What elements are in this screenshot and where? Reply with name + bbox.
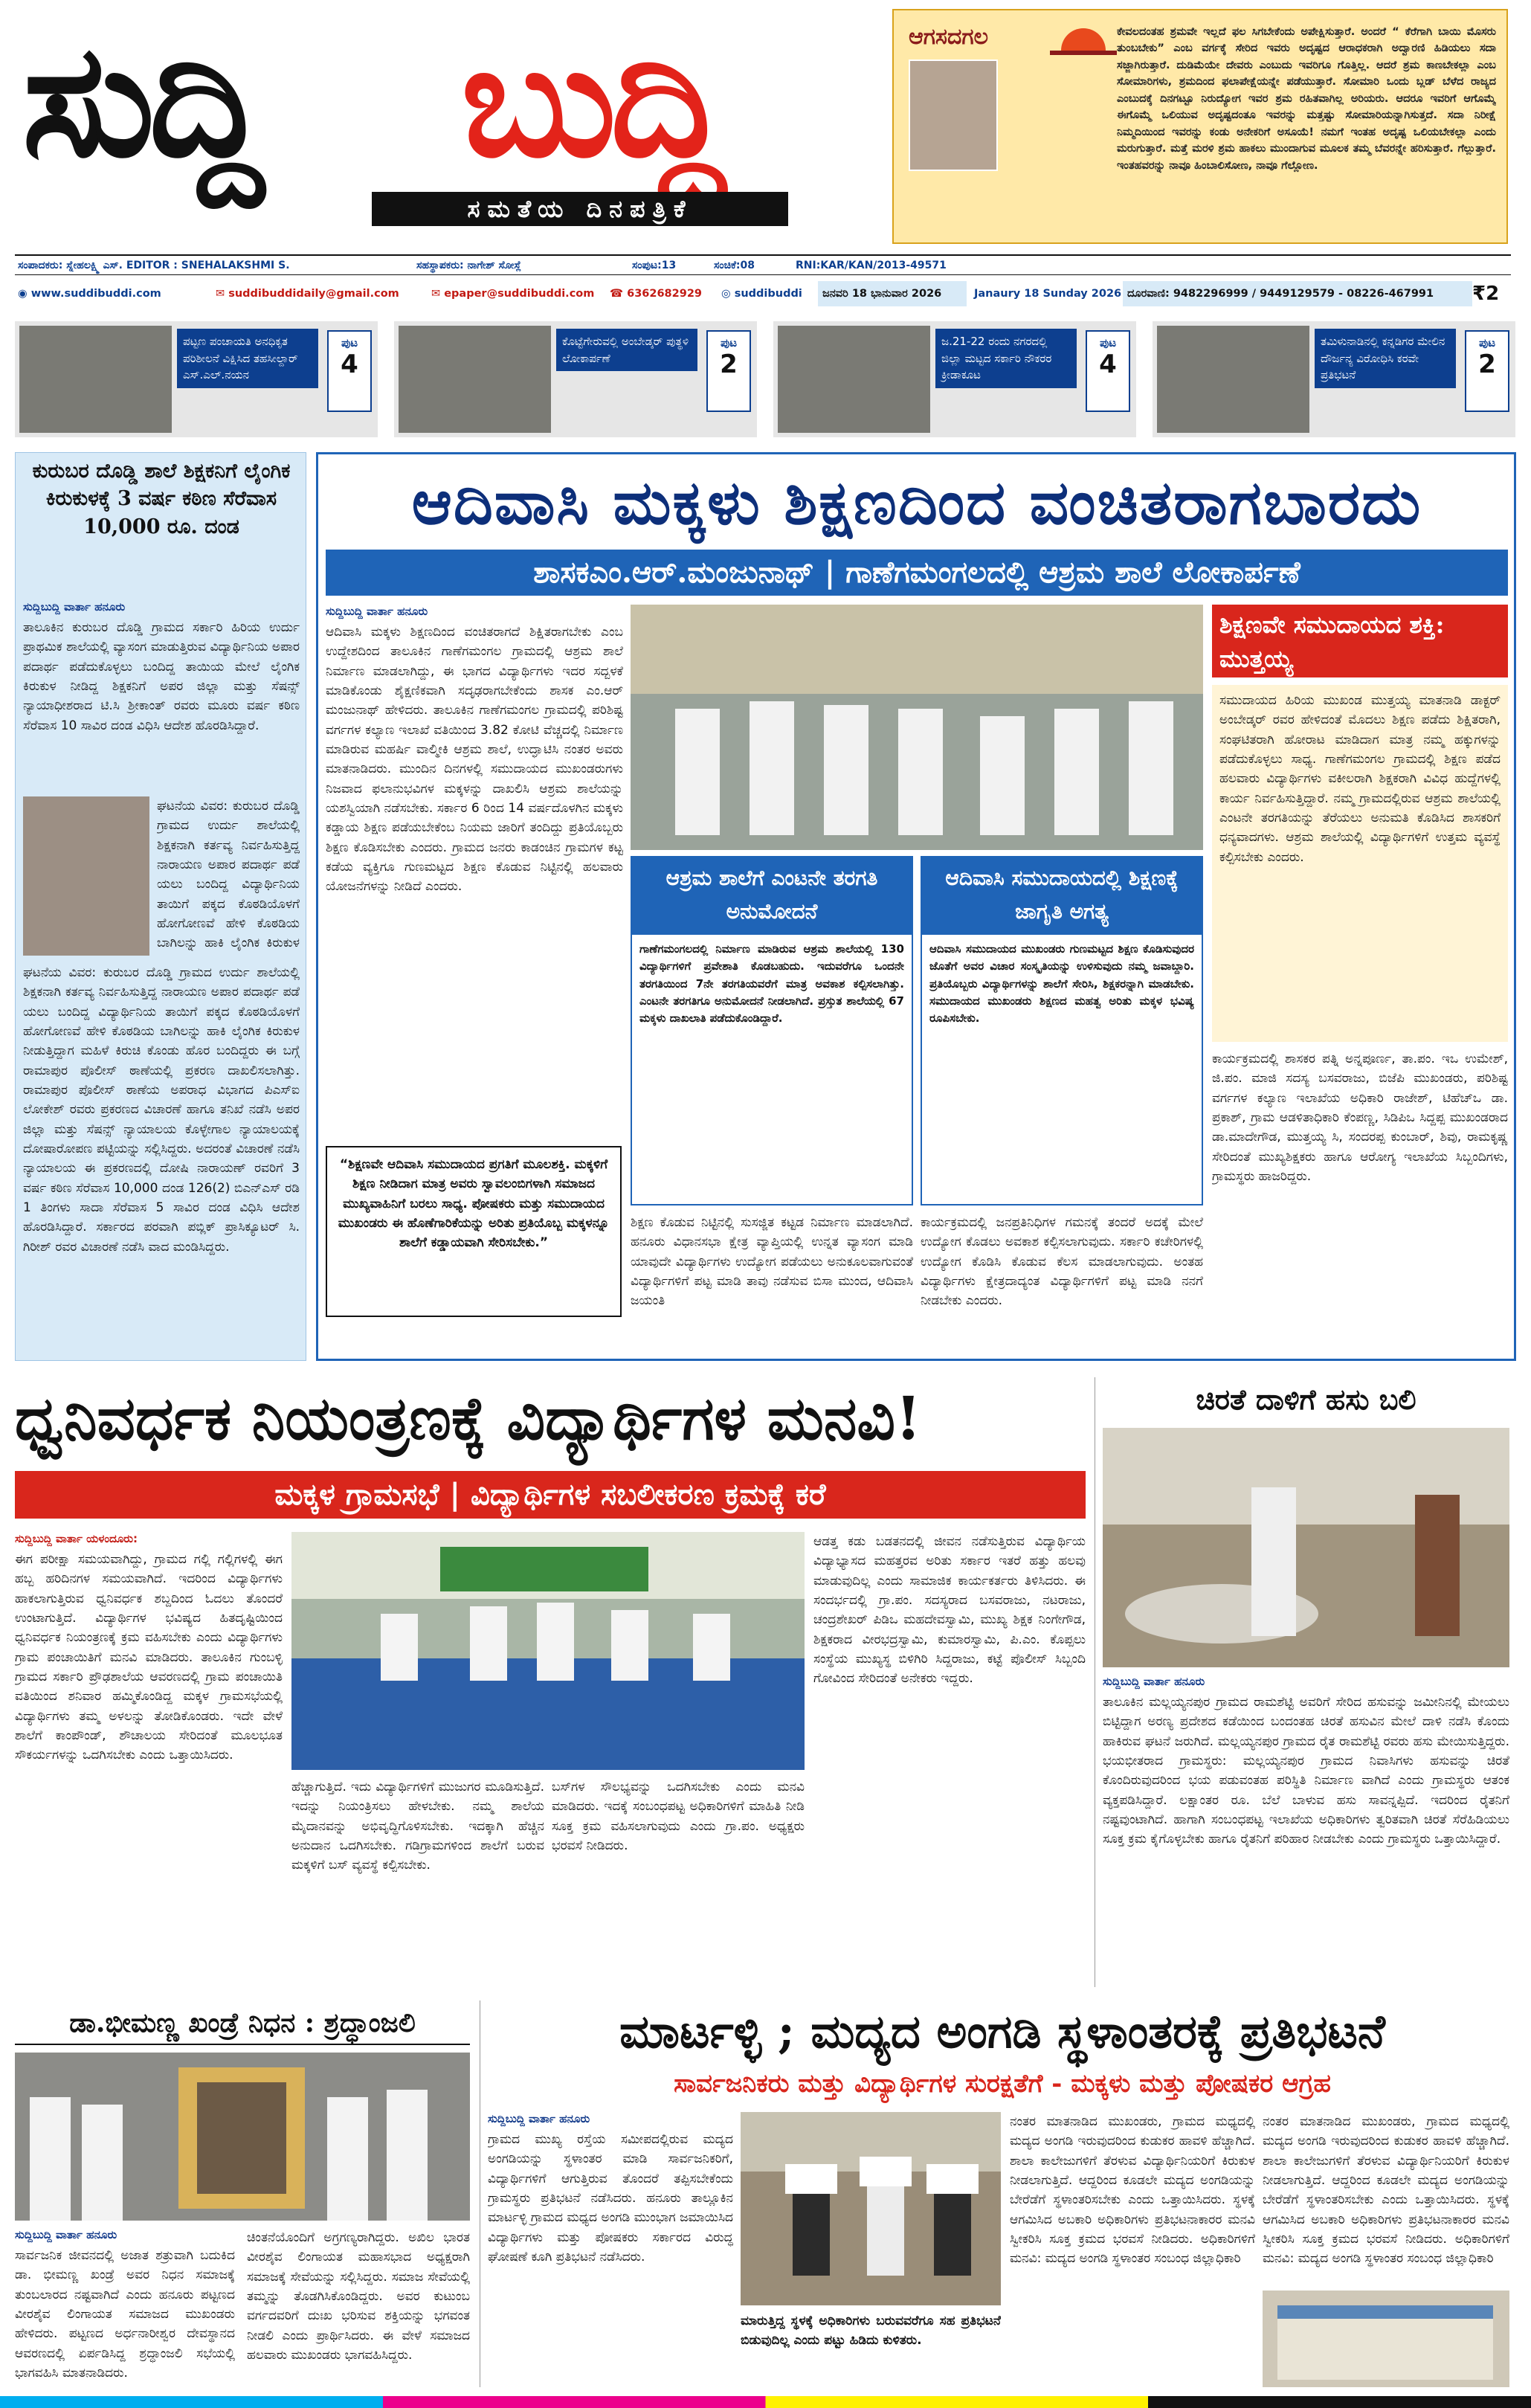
story2-subhead: ಮಕ್ಕಳ ಗ್ರಾಮಸಭೆ | ವಿದ್ಯಾರ್ಥಿಗಳ ಸಬಲೀಕರಣ ಕ್ರಮಕ್ಕೆ ಕರೆ	[15, 1471, 1086, 1519]
story1-headline: ಕುರುಬರ ದೊಡ್ಡಿ ಶಾಲೆ ಶಿಕ್ಷಕನಿಗೆ ಲೈಂಗಿಕ ಕಿರುಕುಳಕ್ಕೆ 3 ವರ್ಷ ಕಠಿಣ ಸೆರೆವಾಸ 10,000 ರೂ. ದಂಡ	[32, 460, 291, 538]
page-label: ಪುಟ	[1478, 336, 1495, 350]
teaser-page-box	[1086, 330, 1130, 412]
story2-byline: ಸುದ್ದಿಬುದ್ದಿ ವಾರ್ತಾ ಯಳಂದೂರು:	[15, 1532, 138, 1545]
column-text: ಕೇವಲದಂತಹ ಶ್ರಮವೇ ಇಲ್ಲದೆ ಫಲ ಸಿಗಬೇಕೆಂದು ಅಪೇಕ್ಷಿಸುತ್ತಾರೆ. ಅಂದರೆ “ ಕೆರೆಗಾಗಿ ಬಾಯಿ ಮೊಸರು ತುಂಬಬೇಕು” ಎಂಬ ವರ್ಗಕ್ಕೆ ಸೇರಿದ ಇವರು ಅದೃಷ್ಟದ ಆರಾಧಕರಾಗಿ ಅದ್ವಾರಣಿ ಹಿಡಿಯಲು ಸದಾ ಸಜ್ಜಾಗಿರುತ್ತಾರೆ. ದುಡಿಮೆಯೇ ದೇವರು ಎಂಬುದು ಇವರಿಗೂ ಗೊತ್ತಿಲ್ಲ. ಆದರೆ ಶ್ರಮ ಕಾಣಬೇಕಲ್ಲಾ ಎಂಬ ಸೋಮಾರಿಗಳು, ಶ್ರಮದಿಂದ ಫಲಾಪೇಕ್ಷೆಯನ್ನೇ ಪಡೆಯುತ್ತಾರೆ. ಸೋಮಾರಿ ಒಂದು ಬ್ಲಡ್ ಬೆಳೆದ ರಾಜ್ಯದ ಎಂಬುದಕ್ಕೆ ದಿನಗಟ್ಟೂ ನಿರುದ್ಯೋಗ ಇವರ ಶ್ರಮ ರಹಿತವಾಗಿಲ್ಲ ಅರಿಯರು. ಆದರೂ ಇವರಿಗೆ ಆಗೊಮ್ಮೆ ಈಗೊಮ್ಮೆ ಒಲಿಯುವ ಅದೃಷ್ಟದಂತೂ ಇವರನ್ನು ಮತ್ತಷ್ಟು ಸೋಮಾರಿಯನ್ನಾಗಿಸುತ್ತದೆ. ಸದಾ ನಿರೀಕ್ಷೆ ನಿಮ್ಮದಿಯಿಂದ ಇವರನ್ನು ಕಂಡು ಅನೇಕರಿಗೆ ಅಸೂಯೆ! ನಮಗೆ ಇಂತಹ ಅದೃಷ್ಟ ಒಲಿಯಬೇಕಲ್ಲಾ ಎಂದು ಮರುಗುತ್ತಾರೆ. ಮತ್ತೆ ಮರಳಿ ಶ್ರಮ ಹಾಕಲು ಮುಂದಾಗುವ ಮೂಲಕ ತಮ್ಮ ಬೆವರನ್ನೇ ಹರಿಸುತ್ತಾರೆ. ಗೆಲ್ಲುತ್ತಾರೆ. ಇಂತಹವರನ್ನು ನಾವೂ ಹಿಂಬಾಲಿಸೋಣ, ನಾವೂ ಗೆಲ್ಲೋಣ.	[1117, 26, 1496, 172]
story2-body3: ಬಸ್‌ಗಳ ಸೌಲಭ್ಯವನ್ನು ಒದಗಿಸಬೇಕು ಎಂದು ಮನವಿ ಮಾಡಿದರು. ಇದಕ್ಕೆ ಸಂಬಂಧಪಟ್ಟ ಅಧಿಕಾರಿಗಳಿಗೆ ಮಾಹಿತಿ ನೀಡಿ ಸೂಕ್ತ ಕ್ರಮ ವಹಿಸಲಾಗುವುದು ಎಂದು ಗ್ರಾ.ಪಂ. ಅಧ್ಯಕ್ಷರು ಭರವಸೆ ನೀಡಿದರು.	[552, 1780, 805, 1854]
photo-placeholder-icon	[1103, 1428, 1509, 1667]
story2-body4: ಆಡತ್ತ ಕಡು ಬಡತನದಲ್ಲಿ ಜೀವನ ನಡೆಸುತ್ತಿರುವ ವಿದ್ಯಾರ್ಥಿಯ ವಿದ್ಯಾಭ್ಯಾಸದ ಮಹತ್ತರವ ಅರಿತು ಸರ್ಕಾರ ಇತರೆ ಹತ್ತು ಹಲವು ಮಾಡುವುದಿಲ್ಲ ಎಂದು ಸಾಮಾಜಿಕ ಕಾರ್ಯಕರ್ತರು ತಿಳಿಸಿದರು. ಈ ಸಂದರ್ಭದಲ್ಲಿ ಗ್ರಾ.ಪಂ. ಸದಸ್ಯರಾದ ಬಸವರಾಜು, ನಟರಾಜು, ಚಂದ್ರಶೇಖರ್ ಪಿಡಿಒ ಮಹದೇವಸ್ವಾಮಿ, ಮುಖ್ಯ ಶಿಕ್ಷಕ ನಿಂಗೇಗೌಡ, ಶಿಕ್ಷಕರಾದ ವೀರಭದ್ರಸ್ವಾಮಿ, ಕುಮಾರಸ್ವಾಮಿ, ಪಿ.ಎಂ. ಕೊಪ್ಪಲು ಸಂಸ್ಥೆಯ ಮುಖ್ಯಸ್ಥ ಬಿಳಿಗಿರಿ ಸಿದ್ದರಾಜು, ಕಟ್ಟೆ ಪೊಲೀಸ್ ಸಿಬ್ಬಂದಿ ಗೋವಿಂದ ಸೇರಿದಂತೆ ಅನೇಕರು ಇದ್ದರು.	[813, 1534, 1086, 1687]
teaser-2[interactable]	[394, 321, 757, 437]
page-number: 4	[341, 350, 358, 379]
aagasadagala-column	[892, 9, 1508, 244]
email-text: suddibuddidaily@gmail.com	[228, 288, 399, 300]
story2-photo-gramasabha	[291, 1532, 805, 1770]
editor-credit: ಸಂಪಾದಕರು: ಸ್ನೇಹಲಕ್ಷ್ಮಿ ಎಸ್. EDITOR : SNEHALAKSHMI S.	[18, 260, 290, 271]
story5-body2: ನಂತರ ಮಾತನಾಡಿದ ಮುಖಂಡರು, ಗ್ರಾಮದ ಮಧ್ಯದಲ್ಲಿ ಮದ್ಯದ ಅಂಗಡಿ ಇರುವುದರಿಂದ ಕುಡುಕರ ಹಾವಳಿ ಹೆಚ್ಚಾಗಿದೆ. ಶಾಲಾ ಕಾಲೇಜುಗಳಿಗೆ ತೆರಳುವ ವಿದ್ಯಾರ್ಥಿನಿಯರಿಗೆ ಕಿರುಕುಳ ನೀಡಲಾಗುತ್ತಿದೆ. ಆದ್ದರಿಂದ ಕೂಡಲೇ ಮದ್ಯದ ಅಂಗಡಿಯನ್ನು ಬೇರೆಡೆಗೆ ಸ್ಥಳಾಂತರಿಸಬೇಕು ಎಂದು ಒತ್ತಾಯಿಸಿದರು. ಸ್ಥಳಕ್ಕೆ ಆಗಮಿಸಿದ ಅಬಕಾರಿ ಅಧಿಕಾರಿಗಳು ಪ್ರತಿಭಟನಾಕಾರರ ಮನವಿ ಸ್ವೀಕರಿಸಿ ಸೂಕ್ತ ಕ್ರಮದ ಭರವಸೆ ನೀಡಿದರು. ಅಧಿಕಾರಿಗಳಿಗೆ ಮನವಿ: ಮದ್ಯದ ಅಂಗಡಿ ಸ್ಥಳಾಂತರ ಸಂಬಂಧ ಜಿಲ್ಲಾಧಿಕಾರಿ	[1010, 2114, 1255, 2267]
infobar-contact	[15, 281, 1511, 306]
story-teacher-sentence	[15, 452, 306, 1361]
copublisher-credit: ಸಹಸ್ಥಾಪಕರು: ನಾಗೇಶ್ ಸೋಸ್ಲೆ	[416, 260, 522, 271]
story3-body: ತಾಲೂಕಿನ ಮಲ್ಲಯ್ಯನಪುರ ಗ್ರಾಮದ ರಾಮಶೆಟ್ಟಿ ಅವರಿಗೆ ಸೇರಿದ ಹಸುವನ್ನು ಜಮೀನಿನಲ್ಲಿ ಮೇಯಲು ಬಿಟ್ಟಿದ್ದಾಗ ಅರಣ್ಯ ಪ್ರದೇಶದ ಕಡೆಯಿಂದ ಬಂದಂತಹ ಚಿರತೆ ಹಸುವಿನ ಮೇಲೆ ದಾಳಿ ನಡೆಸಿ ಕೊಂದು ಹಾಕಿರುವ ಘಟನೆ ಜರುಗಿದೆ. ಮಲ್ಲಯ್ಯನಪುರ ಗ್ರಾಮದ ರೈತ ರಾಮಶೆಟ್ಟಿ ರವರು ಹಸು ಮೇಯಿಸುತ್ತಿದ್ದರು. ಭಯಭೀತರಾದ ಗ್ರಾಮಸ್ಥರು: ಮಲ್ಲಯ್ಯನಪುರ ಗ್ರಾಮದ ನಿವಾಸಿಗಳು ಹಸುವನ್ನು ಚಿರತೆ ಕೊಂದಿರುವುದರಿಂದ ಭಯ ಪಡುವಂತಹ ಪರಿಸ್ಥಿತಿ ನಿರ್ಮಾಣ ವಾಗಿದೆ ಎಂದು ಗ್ರಾಮಸ್ಥರು ಆತಂಕ ವ್ಯಕ್ತಪಡಿಸಿದ್ದಾರೆ. ಲಕ್ಷಾಂತರ ರೂ. ಬೆಲೆ ಬಾಳುವ ಹಸು ಸಾವನ್ನಪ್ಪಿದೆ. ಇದರಿಂದ ರೈತನಿಗೆ ನಷ್ಟವುಂಟಾಗಿದೆ. ಹಾಗಾಗಿ ಸಂಬಂಧಪಟ್ಟ ಇಲಾಖೆಯ ಅಧಿಕಾರಿಗಳು ತ್ವರಿತವಾಗಿ ಚಿರತೆ ಸೆರೆಹಿಡಿಯಲು ಸೂಕ್ತ ಕ್ರಮ ಕೈಗೊಳ್ಳಬೇಕು ಹಾಗೂ ರೈತನಿಗೆ ಪರಿಹಾರ ನೀಡಬೇಕು ಎಂದು ಗ್ರಾಮಸ್ಥರು ಒತ್ತಾಯಿಸಿದ್ದಾರೆ.	[1103, 1695, 1509, 1847]
lead-box2	[921, 856, 1203, 1205]
social-text: suddibuddi	[734, 288, 802, 300]
lead-byline: ಸುದ್ದಿಬುದ್ದಿ ವಾರ್ತಾ ಹನೂರು	[326, 605, 428, 618]
social-handle[interactable]	[721, 281, 802, 306]
teaser-photo	[19, 326, 172, 433]
lead-quote: “ಶಿಕ್ಷಣವೇ ಆದಿವಾಸಿ ಸಮುದಾಯದ ಪ್ರಗತಿಗೆ ಮೂಲಶಕ್ತಿ. ಮಕ್ಕಳಿಗೆ ಶಿಕ್ಷಣ ನೀಡಿದಾಗ ಮಾತ್ರ ಅವರು ಸ್ವಾವಲಂಬಿಗಳಾಗಿ ಸಮಾಜದ ಮುಖ್ಯವಾಹಿನಿಗೆ ಬರಲು ಸಾಧ್ಯ. ಪೋಷಕರು ಮತ್ತು ಸಮುದಾಯದ ಮುಖಂಡರು ಈ ಹೊಣೆಗಾರಿಕೆಯನ್ನು ಅರಿತು ಪ್ರತಿಯೊಬ್ಬ ಮಕ್ಕಳನ್ನೂ ಶಾಲೆಗೆ ಕಡ್ಡಾಯವಾಗಿ ಸೇರಿಸಬೇಕು.”	[338, 1157, 610, 1251]
social-icon: ◎	[721, 288, 735, 300]
column-label: ಆಗಸದಗಲ	[909, 24, 989, 50]
date-kannada: ಜನವರಿ 18 ಭಾನುವಾರ 2026	[818, 281, 967, 306]
teaser-photo	[399, 326, 551, 433]
columnist-photo	[909, 59, 998, 171]
teaser-text: ಜ.21-22 ರಂದು ನಗರದಲ್ಲಿ ಜಿಲ್ಲಾ ಮಟ್ಟದ ಸರ್ಕಾರಿ ನೌಕರರ ಕ್ರೀಡಾಕೂಟ	[935, 329, 1077, 388]
lead-body1: ಆದಿವಾಸಿ ಮಕ್ಕಳು ಶಿಕ್ಷಣದಿಂದ ವಂಚಿತರಾಗದೆ ಶಿಕ್ಷಿತರಾಗಬೇಕು ಎಂಬ ಉದ್ದೇಶದಿಂದ ತಾಲೂಕಿನ ಗಾಣೆಗಮಂಗಲ ಗ್ರಾಮದಲ್ಲಿ ಆಶ್ರಮ ಶಾಲೆ ನಿರ್ಮಾಣ ಮಾಡಲಾಗಿದ್ದು, ಈ ಭಾಗದ ವಿದ್ಯಾರ್ಥಿಗಳು ಇದರ ಸದ್ಬಳಕೆ ಮಾಡಿಕೊಂಡು ಶೈಕ್ಷಣಿಕವಾಗಿ ಸದೃಢರಾಗಬೇಕೆಂದು ಶಾಸಕ ಎಂ.ಆರ್ ಮಂಜುನಾಥ್ ಹೇಳಿದರು. ತಾಲೂಕಿನ ಗಾಣೆಗಮಂಗಲ ಗ್ರಾಮದಲ್ಲಿ ಪರಿಶಿಷ್ಟ ವರ್ಗಗಳ ಕಲ್ಯಾಣ ಇಲಾಖೆ ವತಿಯಿಂದ 3.82 ಕೋಟಿ ವೆಚ್ಚದಲ್ಲಿ ನಿರ್ಮಾಣ ಮಾಡಿರುವ ಮಹರ್ಷಿ ವಾಲ್ಮೀಕಿ ಆಶ್ರಮ ಶಾಲೆ, ಉದ್ಘಾಟಿಸಿ ನಂತರ ಅವರು ಮಾತನಾಡಿದರು. ಮುಂದಿನ ದಿನಗಳಲ್ಲಿ ಸಮುದಾಯದ ಮುಖಂಡರುಗಳು ನಿಜವಾದ ಫಲಾನುಭವಿಗಳ ಮಕ್ಕಳನ್ನು ದಾಖಲಿಸಿ ಆಶ್ರಮ ಶಾಲೆಯನ್ನು ಯಶಸ್ವಿಯಾಗಿ ನಡೆಸಬೇಕು. ಸರ್ಕಾರ 6 ರಿಂದ 14 ವರ್ಷದೊಳಗಿನ ಮಕ್ಕಳು ಕಡ್ಡಾಯ ಶಿಕ್ಷಣ ಪಡೆಯಬೇಕೆಂಬ ನಿಯಮ ಜಾರಿಗೆ ತಂದಿದ್ದು ಪ್ರತಿಯೊಬ್ಬರು ಶಿಕ್ಷಣ ಕೊಡಿಸಬೇಕು ಎಂದರು. ಗ್ರಾಮದ ಜನರು ಕಾಡಂಚಿನ ಗ್ರಾಮಗಳ ಕಟ್ಟ ಕಡೆಯ ವ್ಯಕ್ತಿಗೂ ಗುಣಮಟ್ಟದ ಶಿಕ್ಷಣ ಕೊಡುವ ನಿಟ್ಟಿನಲ್ಲಿ ಹಲವಾರು ಯೋಜನೆಗಳನ್ನು ನೀಡಿದೆ ಎಂದರು.	[326, 625, 623, 895]
page-number: 2	[1478, 350, 1496, 379]
price: ₹2	[1472, 283, 1500, 305]
story5-headline: ಮಾರ್ಟಳ್ಳಿ ; ಮದ್ಯದ ಅಂಗಡಿ ಸ್ಥಳಾಂತರಕ್ಕೆ ಪ್ರತಿಭಟನೆ	[619, 2004, 1385, 2058]
teaser-4[interactable]	[1153, 321, 1515, 437]
teaser-3[interactable]	[773, 321, 1136, 437]
teaser-photo	[778, 326, 930, 433]
lead-side-body2: ಕಾರ್ಯಕ್ರಮದಲ್ಲಿ ಶಾಸಕರ ಪತ್ನಿ ಅನ್ನಪೂರ್ಣ, ತಾ.ಪಂ. ಇಒ ಉಮೇಶ್, ಜಿ.ಪಂ. ಮಾಜಿ ಸದಸ್ಯ ಬಸವರಾಜು, ಬಿಜೆಪಿ ಮುಖಂಡರು, ಪರಿಶಿಷ್ಟ ವರ್ಗಗಳ ಕಲ್ಯಾಣ ಇಲಾಖೆಯ ಅಧಿಕಾರಿ ರಾಜೇಶ್, ಟಿಹೆಚ್ಒ ಡಾ. ಪ್ರಕಾಶ್, ಗ್ರಾಮ ಆಡಳಿತಾಧಿಕಾರಿ ಕೆಂಪಣ್ಣ, ಸಿಡಿಪಿಒ ಸಿದ್ದಪ್ಪ ಮುಖಂಡರಾದ ಡಾ.ಮಾದೇಗೌಡ, ಮುತ್ತಯ್ಯ ಸಿ, ಸಂದರಪ್ಪ ಕುಂಬಾರ್, ಶಿವು, ರಾಮಕೃಷ್ಣ ಸೇರಿದಂತೆ ಮುಖ್ಯಶಿಕ್ಷಕರು ಹಾಗೂ ಆರೋಗ್ಯ ಇಲಾಖೆಯ ಸಿಬ್ಬಂದಿಗಳು, ಗ್ರಾಮಸ್ಥರು ಹಾಜರಿದ್ದರು.	[1212, 1052, 1508, 1185]
story3-byline: ಸುದ್ದಿಬುದ್ದಿ ವಾರ್ತಾ ಹನೂರು	[1103, 1675, 1205, 1688]
story-liquor-protest	[480, 2000, 1516, 2387]
story-leopard	[1095, 1377, 1516, 1987]
story5-subhead: ಸಾರ್ವಜನಿಕರು ಮತ್ತು ವಿದ್ಯಾರ್ಥಿಗಳ ಸುರಕ್ಷತೆಗೆ - ಮಕ್ಕಳು ಮತ್ತು ಪೋಷಕರ ಆಗ್ರಹ	[674, 2069, 1331, 2099]
teaser-page-box	[1465, 330, 1509, 412]
lead-headline: ಆದಿವಾಸಿ ಮಕ್ಕಳು ಶಿಕ್ಷಣದಿಂದ ವಂಚಿತರಾಗಬಾರದು	[411, 467, 1422, 538]
rni-number: RNI:KAR/KAN/2013-49571	[796, 260, 947, 271]
print-color-bar	[0, 2396, 1531, 2408]
story5-photo-school	[1263, 2291, 1509, 2387]
page-label: ಪುಟ	[341, 336, 358, 350]
page-number: 2	[720, 350, 738, 379]
story5-body2-cont: ನಂತರ ಮಾತನಾಡಿದ ಮುಖಂಡರು, ಗ್ರಾಮದ ಮಧ್ಯದಲ್ಲಿ ಮದ್ಯದ ಅಂಗಡಿ ಇರುವುದರಿಂದ ಕುಡುಕರ ಹಾವಳಿ ಹೆಚ್ಚಾಗಿದೆ. ಶಾಲಾ ಕಾಲೇಜುಗಳಿಗೆ ತೆರಳುವ ವಿದ್ಯಾರ್ಥಿನಿಯರಿಗೆ ಕಿರುಕುಳ ನೀಡಲಾಗುತ್ತಿದೆ. ಆದ್ದರಿಂದ ಕೂಡಲೇ ಮದ್ಯದ ಅಂಗಡಿಯನ್ನು ಬೇರೆಡೆಗೆ ಸ್ಥಳಾಂತರಿಸಬೇಕು ಎಂದು ಒತ್ತಾಯಿಸಿದರು. ಸ್ಥಳಕ್ಕೆ ಆಗಮಿಸಿದ ಅಬಕಾರಿ ಅಧಿಕಾರಿಗಳು ಪ್ರತಿಭಟನಾಕಾರರ ಮನವಿ ಸ್ವೀಕರಿಸಿ ಸೂಕ್ತ ಕ್ರಮದ ಭರವಸೆ ನೀಡಿದರು. ಅಧಿಕಾರಿಗಳಿಗೆ ಮನವಿ: ಮದ್ಯದ ಅಂಗಡಿ ಸ್ಥಳಾಂತರ ಸಂಬಂಧ ಜಿಲ್ಲಾಧಿಕಾರಿ	[1263, 2114, 1509, 2267]
phone	[610, 281, 702, 306]
story3-photo-cow	[1103, 1428, 1509, 1667]
lead-body3: ಕಾರ್ಯಕ್ರಮದಲ್ಲಿ ಜನಪ್ರತಿನಿಧಿಗಳ ಗಮನಕ್ಕೆ ತಂದರೆ ಅದಕ್ಕೆ ಮೇಲೆ ಉದ್ಯೋಗ ಕೊಡಲು ಅವಕಾಶ ಕಲ್ಪಿಸಲಾಗುವುದು. ಸರ್ಕಾರಿ ಕಚೇರಿಗಳಲ್ಲಿ ಉದ್ಯೋಗ ಕೊಡಿಸಿ ಕೊಡುವ ಕೆಲಸ ಮಾಡಲಾಗುವುದು. ಅಂತಹ ವಿದ್ಯಾರ್ಥಿಗಳು ಕ್ಷೇತ್ರದಾದ್ಯಂತ ವಿದ್ಯಾರ್ಥಿಗಳಿಗೆ ಪಟ್ಟ ಮಾಡಿ ನನಗೆ ನೀಡಬೇಕು ಎಂದರು.	[921, 1215, 1203, 1309]
infobar-editorial	[15, 254, 1511, 275]
phone-text: 6362682929	[627, 288, 703, 300]
photo-placeholder-icon	[15, 2053, 470, 2221]
epaper-link[interactable]	[431, 281, 594, 306]
story1-body1: ತಾಲೂಕಿನ ಕುರುಬರ ದೊಡ್ಡಿ ಗ್ರಾಮದ ಸರ್ಕಾರಿ ಹಿರಿಯ ಉರ್ದು ಪ್ರಾಥಮಿಕ ಶಾಲೆಯಲ್ಲಿ ವ್ಯಾಸಂಗ ಮಾಡುತ್ತಿರುವ ವಿದ್ಯಾರ್ಥಿನಿಯ ಅಪಾರ ಪದಾರ್ಥ ಪಡೆದುಕೊಳ್ಳಲು ಬಂದಿದ್ದ ತಾಯಿಯ ಮೇಲೆ ಲೈಂಗಿಕ ಕಿರುಕುಳ ನೀಡಿದ್ದ ಶಿಕ್ಷಕನಿಗೆ ಅಪರ ಜಿಲ್ಲಾ ಮತ್ತು ಸೆಷನ್ಸ್ ನ್ಯಾಯಾಧೀಶರಾದ ಟಿ.ಸಿ ಶ್ರೀಕಾಂತ್ ರವರು ಮೂರು ವರ್ಷ ಕಠಿಣ ಸೆರೆವಾಸ 10 ಸಾವಿರ ದಂಡ ವಿಧಿಸಿ ಆದೇಶ ಹೊರಡಿಸಿದ್ದಾರೆ.	[23, 620, 300, 733]
story1-accused-photo	[23, 796, 149, 956]
photo-placeholder-icon	[741, 2112, 1001, 2305]
masthead	[0, 0, 892, 245]
masthead-tagline: ಸಮತೆಯ ದಿನಪತ್ರಿಕೆ	[372, 192, 788, 226]
sunrise-icon	[1050, 21, 1117, 55]
story4-body1: ಸಾರ್ವಜನಿಕ ಜೀವನದಲ್ಲಿ ಅಜಾತ ಶತ್ರುವಾಗಿ ಬದುಕಿದ ಡಾ. ಭೀಮಣ್ಣ ಖಂಡ್ರೆ ಅವರ ನಿಧನ ಸಮಾಜಕ್ಕೆ ತುಂಬಲಾರದ ನಷ್ಟವಾಗಿದೆ ಎಂದು ಹನೂರು ಪಟ್ಟಣದ ವೀರಶೈವ ಲಿಂಗಾಯತ ಸಮಾಜದ ಮುಖಂಡರು ಹೇಳಿದರು. ಪಟ್ಟಣದ ಅರ್ಧನಾರೀಶ್ವರ ದೇವಸ್ಥಾನದ ಆವರಣದಲ್ಲಿ ಏರ್ಪಡಿಸಿದ್ದ ಶ್ರದ್ಧಾಂಜಲಿ ಸಭೆಯಲ್ಲಿ ಭಾಗವಹಿಸಿ ಮಾತನಾಡಿದರು.	[15, 2248, 235, 2381]
lead-quote-box	[326, 1146, 622, 1317]
contact-numbers: ದೂರವಾಣಿ: 9482296999 / 9449129579 - 08226-467991	[1123, 281, 1472, 306]
date-english: Janaury 18 Sunday 2026	[974, 288, 1122, 300]
story-tribute	[15, 2000, 470, 2387]
lead-subhead: ಶಾಸಕಎಂ.ಆರ್.ಮಂಜುನಾಥ್ | ಗಾಣೆಗಮಂಗಲದಲ್ಲಿ ಆಶ್ರಮ ಶಾಲೆ ಲೋಕಾರ್ಪಣೆ	[326, 550, 1508, 596]
photo-placeholder-icon	[631, 605, 1203, 850]
teaser-text: ಪಟ್ಟಣ ಪಂಚಾಯತಿ ಅನಧಿಕೃತ ಪರಿಶೀಲನೆ ವಿಕ್ಷಿಸಿದ ತಹಸೀಲ್ದಾರ್ ಎಸ್.ಎಲ್.ನಯನ	[177, 329, 318, 388]
teaser-photo	[1157, 326, 1309, 433]
issue: ಸಂಚಿಕೆ:08	[714, 260, 755, 271]
story2-headline: ಧ್ವನಿವರ್ಧಕ ನಿಯಂತ್ರಣಕ್ಕೆ ವಿದ್ಯಾರ್ಥಿಗಳ ಮನವಿ!	[15, 1383, 922, 1453]
story1-body2-cont: ಘಟನೆಯ ವಿವರ: ಕುರುಬರ ದೊಡ್ಡಿ ಗ್ರಾಮದ ಉರ್ದು ಶಾಲೆಯಲ್ಲಿ ಶಿಕ್ಷಕನಾಗಿ ಕರ್ತವ್ಯ ನಿರ್ವಹಿಸುತ್ತಿದ್ದ ನಾರಾಯಣ ಅಪಾರ ಪದಾರ್ಥ ಪಡೆ ಯಲು ಬಂದಿದ್ದ ವಿದ್ಯಾರ್ಥಿನಿಯ ತಾಯಿಗೆ ಪಕ್ಕದ ಕೊಠಡಿಯೊಳಗೆ ಹೋಗೋಣವೆ ಹೇಳಿ ಕೊಠಡಿಯ ಬಾಗಿಲನ್ನು ಹಾಕಿ ಲೈಂಗಿಕ ಕಿರುಕುಳ ನೀಡುತ್ತಿದ್ದಾಗ ಮಹಿಳೆ ಕಿರುಚಿ ಕೊಂಡು ಹೊರ ಬಂದಿದ್ದರು ಈ ಬಗ್ಗೆ ರಾಮಾಪುರ ಪೊಲೀಸ್ ಠಾಣೆಯಲ್ಲಿ ಪ್ರಕರಣ ದಾಖಲಿಸಲಾಗಿತ್ತು. ರಾಮಾಪುರ ಪೊಲೀಸ್ ಠಾಣೆಯ ಅಪರಾಧ ವಿಭಾಗದ ಪಿಎಸ್ಐ ಲೋಕೇಶ್ ರವರು ಪ್ರಕರಣದ ವಿಚಾರಣೆ ಹಾಗೂ ತನಿಖೆ ನಡೆಸಿ ಅಪರ ಜಿಲ್ಲಾ ಮತ್ತು ಸೆಷನ್ಸ್ ನ್ಯಾಯಾಲಯ ಕೊಳ್ಳೇಗಾಲ ನ್ಯಾಯಾಲಯಕ್ಕೆ ದೋಷಾರೋಪಣ ಪಟ್ಟಿಯನ್ನು ಸಲ್ಲಿಸಿದ್ದರು. ಅದರಂತೆ ವಿಚಾರಣೆ ನಡೆಸಿ ನ್ಯಾಯಾಲಯ ಈ ಪ್ರಕರಣದಲ್ಲಿ ದೋಷಿ ನಾರಾಯಣ್ ರವರಿಗೆ 3 ವರ್ಷ ಕಠಿಣ ಸೆರೆವಾಸ 10,000 ದಂಡ 126(2) ಬಿಎನ್ಎಸ್ ರಡಿ 1 ತಿಂಗಳು ಸಾದಾ ಸೆರೆವಾಸ 5 ಸಾವಿರ ದಂಡ ವಿಧಿಸಿ ಆದೇಶ ಹೊರಡಿಸಿದ್ದಾರೆ. ಸರ್ಕಾರದ ಪರವಾಗಿ ಪಬ್ಲಿಕ್ ಪ್ರಾಸಿಕ್ಯೂಟರ್ ಸಿ. ಗಿರೀಶ್ ರವರ ವಿಚಾರಣೆ ನಡೆಸಿ ವಾದ ಮಂಡಿಸಿದ್ದರು.	[23, 965, 300, 1255]
story1-byline: ಸುದ್ದಿಬುದ್ದಿ ವಾರ್ತಾ ಹನೂರು	[23, 600, 126, 614]
epaper-text: epaper@suddibuddi.com	[444, 288, 595, 300]
phone-icon: ☎	[610, 288, 628, 300]
lead-story	[316, 452, 1516, 1361]
story1-body2: ಘಟನೆಯ ವಿವರ: ಕುರುಬರ ದೊಡ್ಡಿ ಗ್ರಾಮದ ಉರ್ದು ಶಾಲೆಯಲ್ಲಿ ಶಿಕ್ಷಕನಾಗಿ ಕರ್ತವ್ಯ ನಿರ್ವಹಿಸುತ್ತಿದ್ದ ನಾರಾಯಣ ಅಪಾರ ಪದಾರ್ಥ ಪಡೆ ಯಲು ಬಂದಿದ್ದ ವಿದ್ಯಾರ್ಥಿನಿಯ ತಾಯಿಗೆ ಪಕ್ಕದ ಕೊಠಡಿಯೊಳಗೆ ಹೋಗೋಣವೆ ಹೇಳಿ ಕೊಠಡಿಯ ಬಾಗಿಲನ್ನು ಹಾಕಿ ಲೈಂಗಿಕ ಕಿರುಕುಳ	[157, 799, 300, 951]
teaser-text: ತಮಿಳುನಾಡಿನಲ್ಲಿ ಕನ್ನಡಿಗರ ಮೇಲಿನ ದೌರ್ಜನ್ಯ ವಿರೋಧಿಸಿ ಕರವೇ ಪ್ರತಿಭಟನೆ	[1315, 329, 1456, 388]
teaser-text: ಕೊಟ್ಟೆಗೇರುವಲ್ಲಿ ಅಂಬೇಡ್ಕರ್ ಪುತ್ಥಳಿ ಲೋಕಾರ್ಪಣೆ	[556, 329, 697, 371]
story4-headline: ಡಾ.ಭೀಮಣ್ಣ ಖಂಡ್ರೆ ನಿಧನ : ಶ್ರದ್ಧಾಂಜಲಿ	[15, 2000, 470, 2045]
lead-body2: ಶಿಕ್ಷಣ ಕೊಡುವ ನಿಟ್ಟಿನಲ್ಲಿ ಸುಸಜ್ಜಿತ ಕಟ್ಟಡ ನಿರ್ಮಾಣ ಮಾಡಲಾಗಿದೆ. ಹನೂರು ವಿಧಾನಸಭಾ ಕ್ಷೇತ್ರ ವ್ಯಾಪ್ತಿಯಲ್ಲಿ ಉನ್ನತ ವ್ಯಾಸಂಗ ಮಾಡಿ ಯಾವುದೇ ವಿದ್ಯಾರ್ಥಿಗಳು ಉದ್ಯೋಗ ಪಡೆಯಲು ಅನುಕೂಲವಾಗುವಂತೆ ವಿದ್ಯಾರ್ಥಿಗಳಿಗೆ ಪಟ್ಟ ಮಾಡಿ ತಾವು ನಡೆಸುವ ಬಿಸಾ ಮುಂದ, ಆದಿವಾಸಿ ಜಯಂತಿ	[631, 1215, 913, 1309]
teaser-page-box	[706, 330, 751, 412]
lead-side-body: ಸಮುದಾಯದ ಹಿರಿಯ ಮುಖಂಡ ಮುತ್ತಯ್ಯ ಮಾತನಾಡಿ ಡಾಕ್ಟರ್ ಅಂಬೇಡ್ಕರ್ ರವರ ಹೇಳಿದಂತೆ ಮೊದಲು ಶಿಕ್ಷಣ ಪಡೆದು ಶಿಕ್ಷಿತರಾಗಿ, ಸಂಘಟಿತರಾಗಿ ಹೋರಾಟ ಮಾಡಿದಾಗ ಮಾತ್ರ ನಮ್ಮ ಹಕ್ಕುಗಳನ್ನು ಪಡೆದುಕೊಳ್ಳಲು ಸಾಧ್ಯ. ಗಾಣೆಗಮಂಗಲ ಗ್ರಾಮದಲ್ಲಿ ಶಿಕ್ಷಣ ಪಡೆದ ಹಲವಾರು ವಿದ್ಯಾರ್ಥಿಗಳು ವಕೀಲರಾಗಿ ಶಿಕ್ಷಕರಾಗಿ ವಿವಿಧ ಹುದ್ದೆಗಳಲ್ಲಿ ಕಾರ್ಯ ನಿರ್ವಹಿಸುತ್ತಿದ್ದಾರೆ. ನಮ್ಮ ಗ್ರಾಮದಲ್ಲಿರುವ ಆಶ್ರಮ ಶಾಲೆಯಲ್ಲಿ ಎಂಟನೇ ತರಗತಿಯನ್ನು ತೆರೆಯಲು ಅನುಮತಿ ಕೊಡಿಸಿದ ಶಾಸಕರಿಗೆ ಧನ್ಯವಾದಗಳು. ಆಶ್ರಮ ಶಾಲೆಯಲ್ಲಿ ವಿದ್ಯಾರ್ಥಿಗಳಿಗೆ ಉತ್ತಮ ವ್ಯವಸ್ಥೆ ಕಲ್ಪಿಸಬೇಕು ಎಂದರು.	[1212, 685, 1508, 1042]
website-link[interactable]	[18, 281, 161, 306]
website-text: www.suddibuddi.com	[30, 288, 161, 300]
story4-byline: ಸುದ್ದಿಬುದ್ದಿ ವಾರ್ತಾ ಹನೂರು	[15, 2228, 117, 2241]
mail-icon: ✉	[216, 288, 229, 300]
globe-icon: ◉	[18, 288, 31, 300]
page-number: 4	[1099, 350, 1117, 379]
story2-body2: ಹೆಚ್ಚಾಗುತ್ತಿದೆ. ಇದು ವಿದ್ಯಾರ್ಥಿಗಳಿಗೆ ಮುಜುಗರ ಮೂಡಿಸುತ್ತಿದೆ. ಇದನ್ನು ನಿಯಂತ್ರಿಸಲು ಹೇಳಬೇಕು. ನಮ್ಮ ಶಾಲೆಯ ಮೈದಾನವನ್ನು ಅಭಿವೃದ್ಧಿಗೊಳಿಸಬೇಕು. ಇದಕ್ಕಾಗಿ ಹೆಚ್ಚಿನ ಅನುದಾನ ಒದಗಿಸಬೇಕು. ಗಡಿಗ್ರಾಮಗಳಿಂದ ಶಾಲೆಗೆ ಬರುವ ಮಕ್ಕಳಿಗೆ ಬಸ್ ವ್ಯವಸ್ಥೆ ಕಲ್ಪಿಸಬೇಕು.	[291, 1780, 544, 1873]
teaser-1[interactable]	[15, 321, 378, 437]
masthead-title-left: ಸುದ್ದಿ	[22, 8, 259, 192]
story2-body1: ಈಗ ಪರೀಕ್ಷಾ ಸಮಯವಾಗಿದ್ದು, ಗ್ರಾಮದ ಗಲ್ಲಿ ಗಲ್ಲಿಗಳಲ್ಲಿ ಈಗ ಹಬ್ಬ ಹರಿದಿನಗಳ ಸಮಯವಾಗಿದೆ. ಇದರಿಂದ ವಿದ್ಯಾರ್ಥಿಗಳು ಹಾಕಲಾಗುತ್ತಿರುವ ಧ್ವನಿವರ್ಧಕ ಶಬ್ದದಿಂದ ಓದಲು ತೊಂದರೆ ಉಂಟಾಗುತ್ತಿದೆ. ವಿದ್ಯಾರ್ಥಿಗಳ ಭವಿಷ್ಯದ ಹಿತದೃಷ್ಟಿಯಿಂದ ಧ್ವನಿವರ್ಧಕ ನಿಯಂತ್ರಣಕ್ಕೆ ಕ್ರಮ ವಹಿಸಬೇಕು ಎಂದು ವಿದ್ಯಾರ್ಥಿಗಳು ಗ್ರಾಮ ಪಂಚಾಯಿತಿಗೆ ಮನವಿ ಮಾಡಿದರು. ತಾಲೂಕಿನ ಗುಂಬಳ್ಳಿ ಗ್ರಾಮದ ಸರ್ಕಾರಿ ಪ್ರೌಢಶಾಲೆಯ ಆವರಣದಲ್ಲಿ ಗ್ರಾಮ ಪಂಚಾಯಿತಿ ವತಿಯಿಂದ ಶನಿವಾರ ಹಮ್ಮಿಕೊಂಡಿದ್ದ ಮಕ್ಕಳ ಗ್ರಾಮಸಭೆಯಲ್ಲಿ ವಿದ್ಯಾರ್ಥಿಗಳು ತಮ್ಮ ಅಳಲನ್ನು ತೋಡಿಕೊಂಡರು. ಇದೇ ವೇಳೆ ಶಾಲೆಗೆ ಕಾಂಪೌಂಡ್, ಶೌಚಾಲಯ ಸೇರಿದಂತೆ ಮೂಲಭೂತ ಸೌಕರ್ಯಗಳನ್ನು ಒದಗಿಸಬೇಕು ಎಂದು ಒತ್ತಾಯಿಸಿದರು.	[15, 1552, 283, 1763]
lead-box1-text: ಗಾಣೆಗಮಂಗಲದಲ್ಲಿ ನಿರ್ಮಾಣ ಮಾಡಿರುವ ಆಶ್ರಮ ಶಾಲೆಯಲ್ಲಿ 130 ವಿದ್ಯಾರ್ಥಿಗಳಿಗೆ ಪ್ರವೇಶಾತಿ ಕೊಡಬಹುದು. ಇದುವರೆಗೂ ಒಂದನೇ ತರಗತಿಯಿಂದ 7ನೇ ತರಗತಿಯವರೆಗೆ ಮಾತ್ರ ಅವಕಾಶ ಕಲ್ಪಿಸಲಾಗಿತ್ತು. ಎಂಟನೇ ತರಗತಿಗೂ ಅನುಮೋದನೆ ನೀಡಲಾಗಿದೆ. ಪ್ರಸ್ತುತ ಶಾಲೆಯಲ್ಲಿ 67 ಮಕ್ಕಳು ದಾಖಲಾತಿ ಪಡೆದುಕೊಂಡಿದ್ದಾರೆ.	[639, 942, 904, 1025]
story5-body1: ಗ್ರಾಮದ ಮುಖ್ಯ ರಸ್ತೆಯ ಸಮೀಪದಲ್ಲಿರುವ ಮದ್ಯದ ಅಂಗಡಿಯನ್ನು ಸ್ಥಳಾಂತರ ಮಾಡಿ ಸಾರ್ವಜನಿಕರಿಗೆ, ವಿದ್ಯಾರ್ಥಿಗಳಿಗೆ ಆಗುತ್ತಿರುವ ತೊಂದರೆ ತಪ್ಪಿಸಬೇಕೆಂದು ಗ್ರಾಮಸ್ಥರು ಪ್ರತಿಭಟನೆ ನಡೆಸಿದರು. ಹನೂರು ತಾಲ್ಲೂಕಿನ ಮಾರ್ಟಳ್ಳಿ ಗ್ರಾಮದ ಮಧ್ಯದ ಅಂಗಡಿ ಮುಂಭಾಗ ಜಮಾಯಿಸಿದ ವಿದ್ಯಾರ್ಥಿಗಳು ಮತ್ತು ಪೋಷಕರು ಸರ್ಕಾರದ ವಿರುದ್ಧ ಘೋಷಣೆ ಕೂಗಿ ಪ್ರತಿಭಟನೆ ನಡೆಸಿದರು.	[488, 2132, 733, 2265]
photo-placeholder-icon	[1263, 2291, 1509, 2387]
story5-photo-protest	[741, 2112, 1001, 2305]
lead-photo-inauguration	[631, 605, 1203, 850]
masthead-title-right: ಬುದ್ದಿ	[461, 8, 720, 192]
story4-body2: ಚಿಂತನೆಯೊಂದಿಗೆ ಅಗ್ರಗಣ್ಯರಾಗಿದ್ದರು. ಅಖಿಲ ಭಾರತ ವೀರಶೈವ ಲಿಂಗಾಯತ ಮಹಾಸಭಾದ ಅಧ್ಯಕ್ಷರಾಗಿ ಸಮಾಜಕ್ಕೆ ಸೇವೆಯನ್ನು ಸಲ್ಲಿಸಿದ್ದರು. ಸಮಾಜ ಸೇವೆಯಲ್ಲಿ ತಮ್ಮನ್ನು ತೊಡಗಿಸಿಕೊಂಡಿದ್ದರು. ಅವರ ಕುಟುಂಬ ವರ್ಗದವರಿಗೆ ದುಃಖ ಭರಿಸುವ ಶಕ್ತಿಯನ್ನು ಭಗವಂತ ನೀಡಲಿ ಎಂದು ಪ್ರಾರ್ಥಿಸಿದರು. ಈ ವೇಳೆ ಸಮಾಜದ ಹಲವಾರು ಮುಖಂಡರು ಭಾಗವಹಿಸಿದ್ದರು.	[247, 2230, 470, 2363]
page-label: ಪುಟ	[1099, 336, 1116, 350]
lead-box2-text: ಆದಿವಾಸಿ ಸಮುದಾಯದ ಮುಖಂಡರು ಗುಣಮಟ್ಟದ ಶಿಕ್ಷಣ ಕೊಡಿಸುವುದರ ಜೊತೆಗೆ ಅವರ ವಿಚಾರ ಸಂಸ್ಕೃತಿಯನ್ನು ಉಳಿಸುವುದು ನಮ್ಮ ಜವಾಬ್ದಾರಿ. ಪ್ರತಿಯೊಬ್ಬರು ವಿದ್ಯಾರ್ಥಿಗಳನ್ನು ಶಾಲೆಗೆ ಸೇರಿಸಿ, ಶಿಕ್ಷಕರನ್ನಾಗಿ ಮಾಡಬೇಕು. ಸಮುದಾಯದ ಮುಖಂಡರು ಶಿಕ್ಷಣದ ಮಹತ್ವ ಅರಿತು ಮಕ್ಕಳ ಭವಿಷ್ಯ ರೂಪಿಸಬೇಕು.	[929, 942, 1194, 1025]
teaser-page-box	[327, 330, 372, 412]
page-label: ಪುಟ	[720, 336, 737, 350]
story5-caption: ಮಾರುತ್ತಿದ್ದ ಸ್ಥಳಕ್ಕೆ ಅಧಿಕಾರಿಗಳು ಬರುವವರೆಗೂ ಸಹ ಪ್ರತಿಭಟನೆ ಬಿಡುವುದಿಲ್ಲ ಎಂದು ಪಟ್ಟು ಹಿಡಿದು ಕುಳಿತರು.	[741, 2314, 1001, 2349]
email-link[interactable]	[216, 281, 399, 306]
lead-side-title: ಶಿಕ್ಷಣವೇ ಸಮುದಾಯದ ಶಕ್ತಿ: ಮುತ್ತಯ್ಯ	[1212, 605, 1508, 677]
mail-icon: ✉	[431, 288, 445, 300]
lead-box1-title: ಆಶ್ರಮ ಶಾಲೆಗೆ ಎಂಟನೇ ತರಗತಿ ಅನುಮೋದನೆ	[632, 857, 912, 935]
volume: ಸಂಪುಟ:13	[632, 260, 677, 271]
story3-headline: ಚಿರತೆ ದಾಳಿಗೆ ಹಸು ಬಲಿ	[1196, 1382, 1416, 1416]
lead-box1	[631, 856, 913, 1205]
story4-photo-tribute	[15, 2053, 470, 2221]
story5-byline: ಸುದ್ದಿಬುದ್ದಿ ವಾರ್ತಾ ಹನೂರು	[488, 2112, 590, 2125]
photo-placeholder-icon	[291, 1532, 805, 1770]
lead-box2-title: ಆದಿವಾಸಿ ಸಮುದಾಯದಲ್ಲಿ ಶಿಕ್ಷಣಕ್ಕೆ ಜಾಗೃತಿ ಅಗತ್ಯ	[922, 857, 1202, 935]
